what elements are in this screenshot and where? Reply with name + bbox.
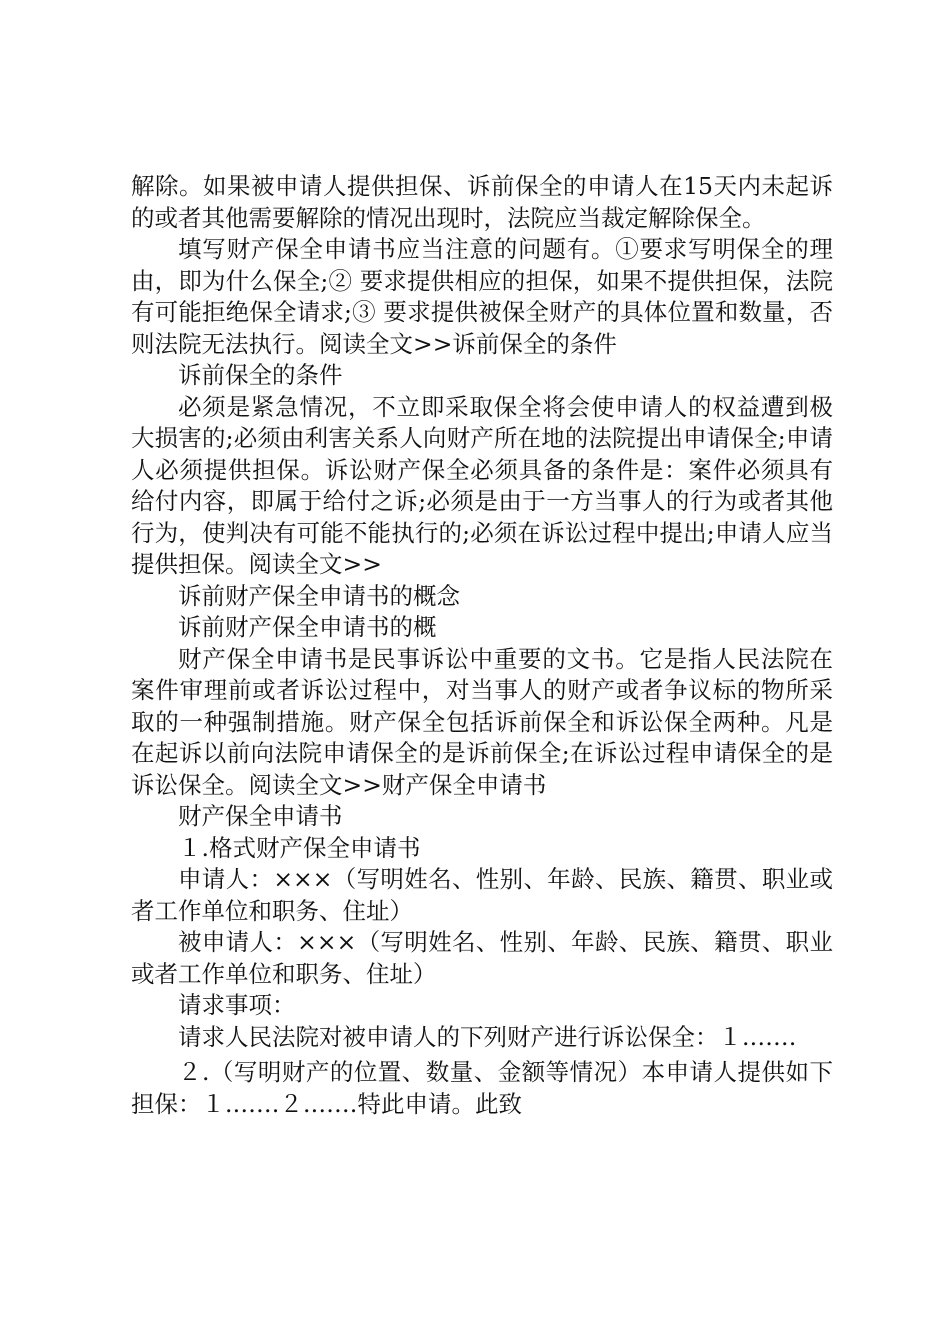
heading-format-form: １.格式财产保全申请书 xyxy=(178,833,421,862)
guarantee-line: ２.（写明财产的位置、数量、金额等情况）本申请人提供如下担保：１.……２.……特此申请。此致 xyxy=(131,1058,833,1118)
respondent-line: 被申请人：×××（写明姓名、性别、年龄、民族、籍贯、职业或者工作单位和职务、住址） xyxy=(131,928,833,988)
applicant-line: 申请人：×××（写明姓名、性别、年龄、民族、籍贯、职业或者工作单位和职务、住址） xyxy=(131,865,833,925)
heading-application-form: 财产保全申请书 xyxy=(178,802,343,830)
heading-application-concept-short: 诉前财产保全申请书的概 xyxy=(178,613,437,641)
heading-application-concept: 诉前财产保全申请书的概念 xyxy=(178,581,460,610)
request-line: 请求人民法院对被申请人的下列财产进行诉讼保全：１.…… xyxy=(178,1022,797,1051)
paragraph-7: 财产保全申请书是民事诉讼中重要的文书。它是指人民法院在案件审理前或者诉讼过程中，对当事人的财产或者争议标的物所采取的一种强制措施。财产保全包括诉前保全和诉讼保全两种。凡是在起诉以前向法院申请保全的是诉前保全;在诉讼过程申请保全的是诉讼保全。阅读全文>>财产保全申请书 xyxy=(131,644,833,799)
document-body xyxy=(131,171,833,1120)
heading-pre-suit-conditions: 诉前保全的条件 xyxy=(178,361,343,389)
request-items-heading: 请求事项： xyxy=(178,991,296,1019)
paragraph-1: 解除。如果被申请人提供担保、诉前保全的申请人在15天内未起诉的或者其他需要解除的情况出现时，法院应当裁定解除保全。 xyxy=(131,172,833,232)
paragraph-2: 填写财产保全申请书应当注意的问题有。①要求写明保全的理由，即为什么保全;② 要求提供相应的担保，如果不提供担保，法院有可能拒绝保全请求;③ 要求提供被保全财产的具体位置和数量，否则法院无法执行。阅读全文>>诉前保全的条件 xyxy=(131,235,833,358)
paragraph-4: 必须是紧急情况，不立即采取保全将会使申请人的权益遭到极大损害的;必须由利害关系人向财产所在地的法院提出申请保全;申请人必须提供担保。诉讼财产保全必须具备的条件是：案件必须具有给付内容，即属于给付之诉;必须是由于一方当事人的行为或者其他行为，使判决有可能不能执行的;必须在诉讼过程中提出;申请人应当提供担保。阅读全文>> xyxy=(131,392,833,578)
